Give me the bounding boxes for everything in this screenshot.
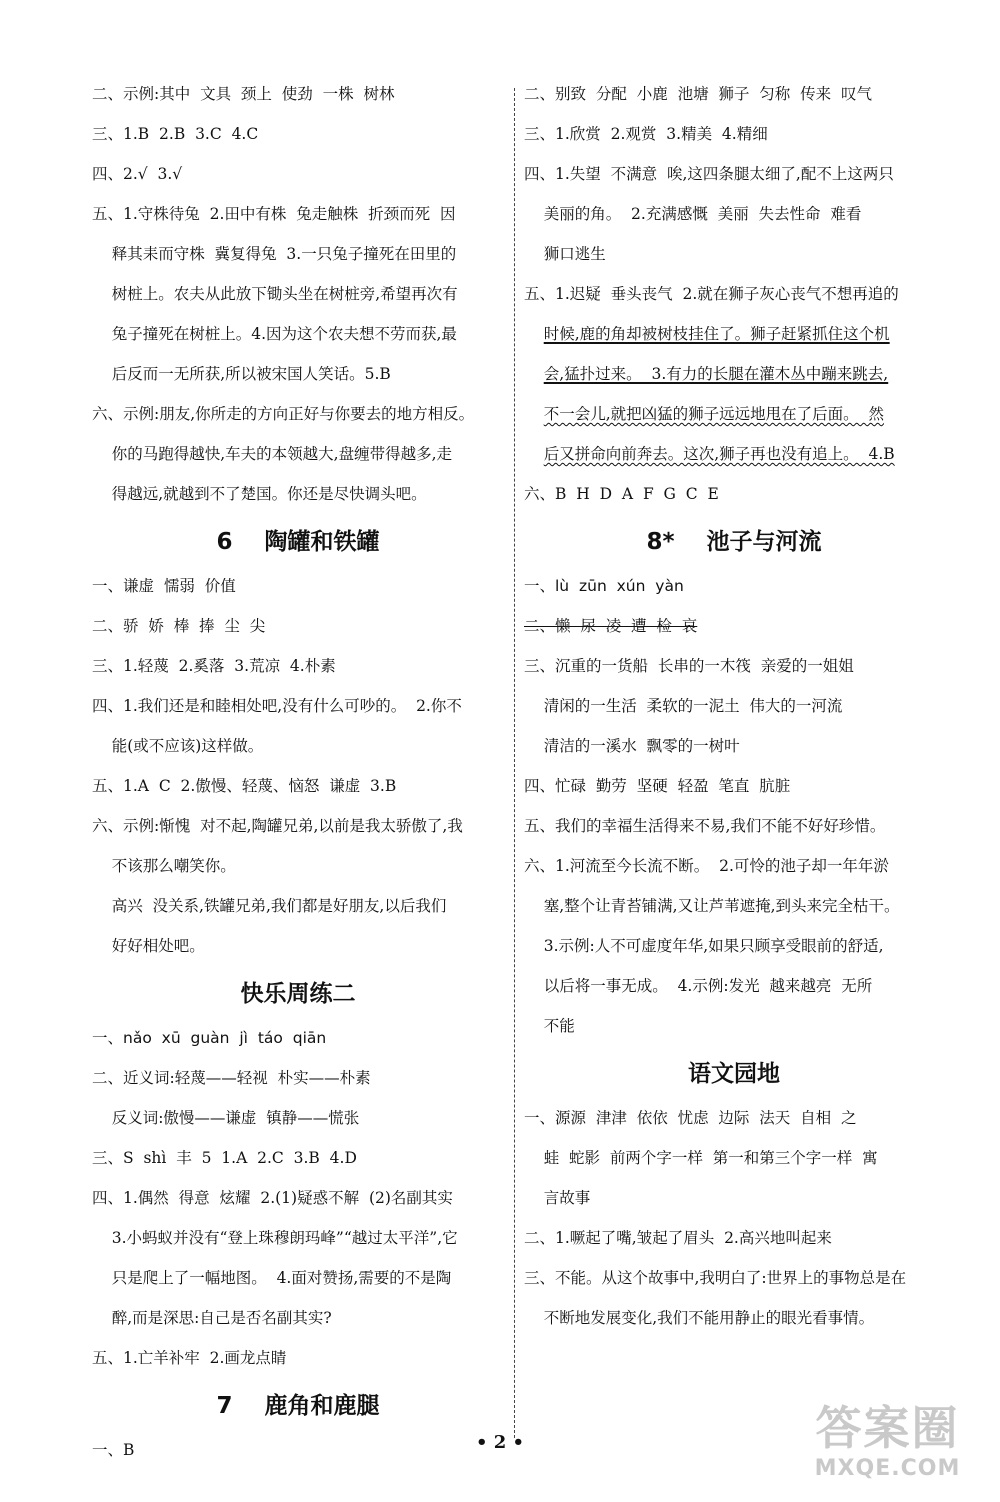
- answer-line: 二、1.噘起了嘴,皱起了眉头 2.高兴地叫起来: [524, 1229, 832, 1247]
- answer-line: 五、1.A C 2.傲慢、轻蔑、恼怒 谦虚 3.B: [92, 777, 397, 795]
- answer-line: 五、1.亡羊补牢 2.画龙点睛: [92, 1349, 287, 1367]
- answer-line: 美丽的角。 2.充满感慨 美丽 失去性命 难看: [524, 205, 862, 223]
- answer-line: 四、2.√ 3.√: [92, 165, 183, 183]
- answer-line-underlined: 时候,鹿的角却被树枝挂住了。狮子赶紧抓住这个机: [543, 325, 890, 343]
- answer-line-underlined: 会,猛扑过来。 3.有力的长腿在灌木丛中蹦来跳去,: [543, 365, 889, 383]
- answer-line: 清闲的一生活 柔软的一泥土 伟大的一河流: [524, 697, 843, 715]
- answer-line: 四、1.我们还是和睦相处吧,没有什么可吵的。 2.你不: [92, 697, 462, 715]
- answer-line: 树桩上。农夫从此放下锄头坐在树桩旁,希望再次有: [92, 285, 458, 303]
- answer-line: 你的马跑得越快,车夫的本领越大,盘缠带得越多,走: [92, 445, 452, 463]
- answer-line: 一、谦虚 懦弱 价值: [92, 577, 236, 595]
- answer-line: 四、忙碌 勤劳 坚硬 轻盈 笔直 肮脏: [524, 777, 791, 795]
- answer-line: 一、源源 津津 依依 忧虑 边际 法天 自相 之: [524, 1109, 857, 1127]
- answer-line: 以后将一事无成。 4.示例:发光 越来越亮 无所: [524, 977, 873, 995]
- answer-line-wavy: 不一会儿,就把凶猛的狮子远远地甩在了后面。 然: [543, 405, 885, 423]
- answer-line: 二、别致 分配 小鹿 池塘 狮子 匀称 传来 叹气: [524, 85, 872, 103]
- answer-line: 三、1.B 2.B 3.C 4.C: [92, 125, 259, 143]
- answer-line: 四、1.失望 不满意 唉,这四条腿太细了,配不上这两只: [524, 165, 894, 183]
- watermark-logo: [785, 1400, 990, 1496]
- answer-line: 能(或不应该)这样做。: [92, 737, 264, 755]
- answer-line: 三、不能。从这个故事中,我明白了:世界上的事物总是在: [524, 1269, 907, 1287]
- page-number: • 2 •: [475, 1432, 525, 1453]
- answer-line: 一、B: [92, 1441, 135, 1459]
- answer-line: 不断地发展变化,我们不能用静止的眼光看事情。: [524, 1309, 875, 1327]
- answer-line: 反义词:傲慢——谦虚 镇静——慌张: [92, 1109, 360, 1127]
- answer-line: 后反而一无所获,所以被宋国人笑话。5.B: [92, 365, 391, 383]
- answer-line: 释其耒而守株 冀复得兔 3.一只兔子撞死在田里的: [92, 245, 457, 263]
- answer-line: 六、示例:惭愧 对不起,陶罐兄弟,以前是我太骄傲了,我: [92, 817, 463, 835]
- column-divider: [514, 88, 515, 1438]
- answer-line: 兔子撞死在树桩上。4.因为这个农夫想不劳而获,最: [92, 325, 457, 343]
- answer-line: 3.示例:人不可虚度年华,如果只顾享受眼前的舒适,: [524, 937, 884, 955]
- answer-line: 三、1.轻蔑 2.奚落 3.荒凉 4.朴素: [92, 657, 336, 675]
- answer-line: 三、S shì 丰 5 1.A 2.C 3.B 4.D: [92, 1149, 357, 1167]
- right-column: [524, 84, 944, 1348]
- answer-line: 六、1.河流至今长流不断。 2.可怜的池子却一年年淤: [524, 857, 889, 875]
- answer-line: 高兴 没关系,铁罐兄弟,我们都是好朋友,以后我们: [92, 897, 447, 915]
- answer-line: 言故事: [524, 1189, 591, 1207]
- answer-line: 清洁的一溪水 飘零的一树叶: [524, 737, 740, 755]
- answer-line: 醉,而是深思:自己是否名副其实?: [92, 1309, 332, 1327]
- left-column: [92, 84, 504, 1480]
- answer-line-wavy: 后又拼命向前奔去。这次,狮子再也没有追上。 4.B: [543, 445, 895, 463]
- answer-line: 二、近义词:轻蔑——轻视 朴实——朴素: [92, 1069, 371, 1087]
- answer-line: 六、B H D A F G C E: [524, 485, 719, 503]
- answer-line: 三、沉重的一货船 长串的一木筏 亲爱的一姐姐: [524, 657, 854, 675]
- section-heading: 语文园地: [688, 1061, 780, 1087]
- answer-line-struck: 二、懒 尿 凌 遭 检 哀: [524, 617, 698, 635]
- watermark-url: MXQE.COM: [814, 1456, 961, 1481]
- answer-line: 蛙 蛇影 前两个字一样 第一和第三个字一样 寓: [524, 1149, 878, 1167]
- answer-line: 得越远,就越到不了楚国。你还是尽快调头吧。: [92, 485, 427, 503]
- answer-line: 不该那么嘲笑你。: [92, 857, 236, 875]
- section-heading: 8* 池子与河流: [646, 529, 822, 555]
- answer-line: 三、1.欣赏 2.观赏 3.精美 4.精细: [524, 125, 768, 143]
- answer-line: 五、1.迟疑 垂头丧气 2.就在狮子灰心丧气不想再追的: [524, 285, 899, 303]
- answer-line: 一、lù zūn xún yàn: [524, 577, 684, 595]
- answer-line: 塞,整个让青苔铺满,又让芦苇遮掩,到头来完全枯干。: [524, 897, 900, 915]
- answer-line: 六、示例:朋友,你所走的方向正好与你要去的地方相反。: [92, 405, 475, 423]
- answer-line: 3.小蚂蚁并没有“登上珠穆朗玛峰”“越过太平洋”,它: [92, 1229, 458, 1247]
- answer-line: 五、我们的幸福生活得来不易,我们不能不好好珍惜。: [524, 817, 886, 835]
- answer-line: 好好相处吧。: [92, 937, 205, 955]
- watermark-text: 答案圈: [815, 1401, 960, 1455]
- section-heading: 快乐周练二: [240, 981, 356, 1007]
- section-heading: 6 陶罐和铁罐: [216, 529, 380, 555]
- answer-line: 二、骄 娇 棒 捧 尘 尖: [92, 617, 266, 635]
- answer-line: 四、1.偶然 得意 炫耀 2.(1)疑惑不解 (2)名副其实: [92, 1189, 453, 1207]
- answer-line: 五、1.守株待兔 2.田中有株 兔走触株 折颈而死 因: [92, 205, 456, 223]
- answer-line: 狮口逃生: [524, 245, 606, 263]
- section-heading: 7 鹿角和鹿腿: [216, 1393, 380, 1419]
- answer-line: 只是爬上了一幅地图。 4.面对赞扬,需要的不是陶: [92, 1269, 452, 1287]
- answer-line: 一、nǎo xū guàn jì táo qiān: [92, 1029, 327, 1047]
- answer-line: 二、示例:其中 文具 颈上 使劲 一株 树林: [92, 85, 395, 103]
- answer-line: 不能: [524, 1017, 575, 1035]
